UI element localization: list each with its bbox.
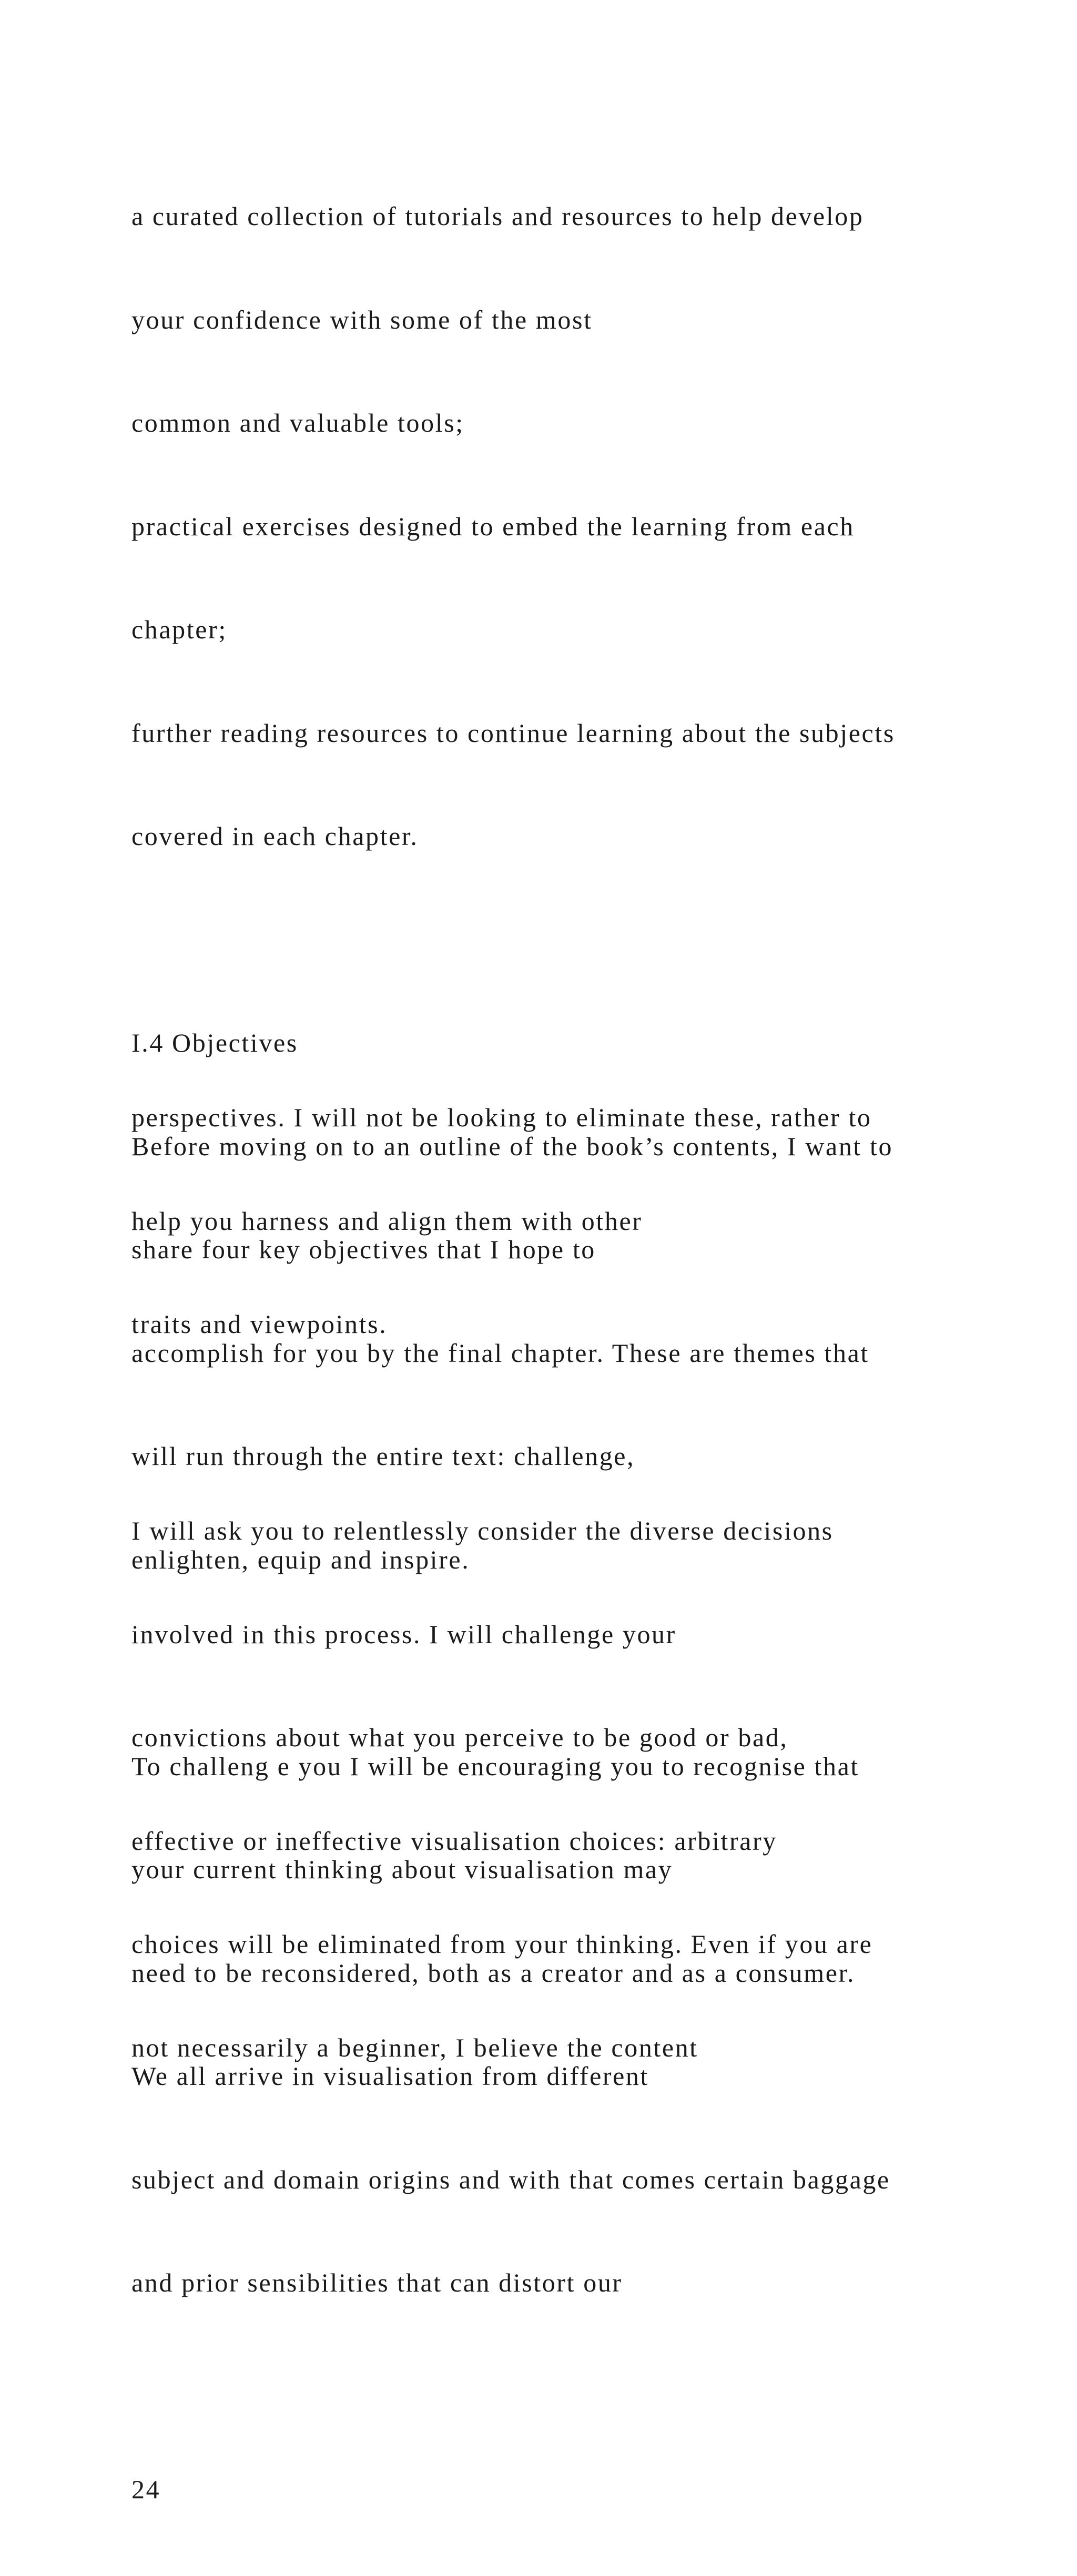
text-line: choices will be eliminated from your thinking. Even if you are bbox=[131, 1929, 873, 1959]
blank-line bbox=[131, 923, 994, 958]
text-line: We all arrive in visualisation from different bbox=[131, 2061, 649, 2091]
text-line: Before moving on to an outline of the book’s contents, I want to bbox=[131, 1131, 893, 1161]
blank-line bbox=[131, 1411, 994, 1445]
lower-text-block bbox=[131, 1032, 994, 2134]
text-line: practical exercises designed to embed the learning from each bbox=[131, 511, 855, 541]
text-line: subject and domain origins and with that comes certain baggage bbox=[131, 2164, 890, 2194]
text-line: common and valuable tools; bbox=[131, 408, 464, 437]
text-line: not necessarily a beginner, I believe the content bbox=[131, 2032, 698, 2062]
text-line: involved in this process. I will challenge your bbox=[131, 1619, 676, 1649]
text-line: effective or ineffective visualisation choices: arbitrary bbox=[131, 1826, 777, 1856]
text-line: chapter; bbox=[131, 615, 227, 644]
text-line: your confidence with some of the most bbox=[131, 304, 593, 334]
text-line: perspectives. I will not be looking to eliminate these, rather to bbox=[131, 1103, 872, 1132]
text-line: accomplish for you by the final chapter. These are themes that bbox=[131, 1338, 869, 1368]
text-line: further reading resources to continue learning about the subjects bbox=[131, 718, 895, 748]
text-line: covered in each chapter. bbox=[131, 821, 419, 851]
text-line: a curated collection of tutorials and resources to help develop bbox=[131, 201, 864, 231]
text-line: convictions about what you perceive to be good or bad, bbox=[131, 1723, 788, 1752]
text-line: help you harness and align them with other bbox=[131, 1206, 643, 1236]
text-line: will run through the entire text: challenge, bbox=[131, 1441, 635, 1471]
page-number: 24 bbox=[131, 2475, 161, 2504]
text-line: traits and viewpoints. bbox=[131, 1309, 388, 1339]
text-line: and prior sensibilities that can distort our bbox=[131, 2268, 623, 2297]
text-line: To challeng e you I will be encouraging you to recognise that bbox=[131, 1751, 859, 1781]
text-line: need to be reconsidered, both as a creator and as a consumer. bbox=[131, 1958, 856, 1988]
text-line: your current thinking about visualisation may bbox=[131, 1855, 673, 1884]
text-line: enlighten, equip and inspire. bbox=[131, 1544, 470, 1574]
section-heading: I.4 Objectives bbox=[131, 1028, 298, 1057]
text-line: I will ask you to relentlessly consider the diverse decisions bbox=[131, 1516, 834, 1545]
text-line: share four key objectives that I hope to bbox=[131, 1235, 596, 1264]
blank-line bbox=[131, 2369, 994, 2404]
